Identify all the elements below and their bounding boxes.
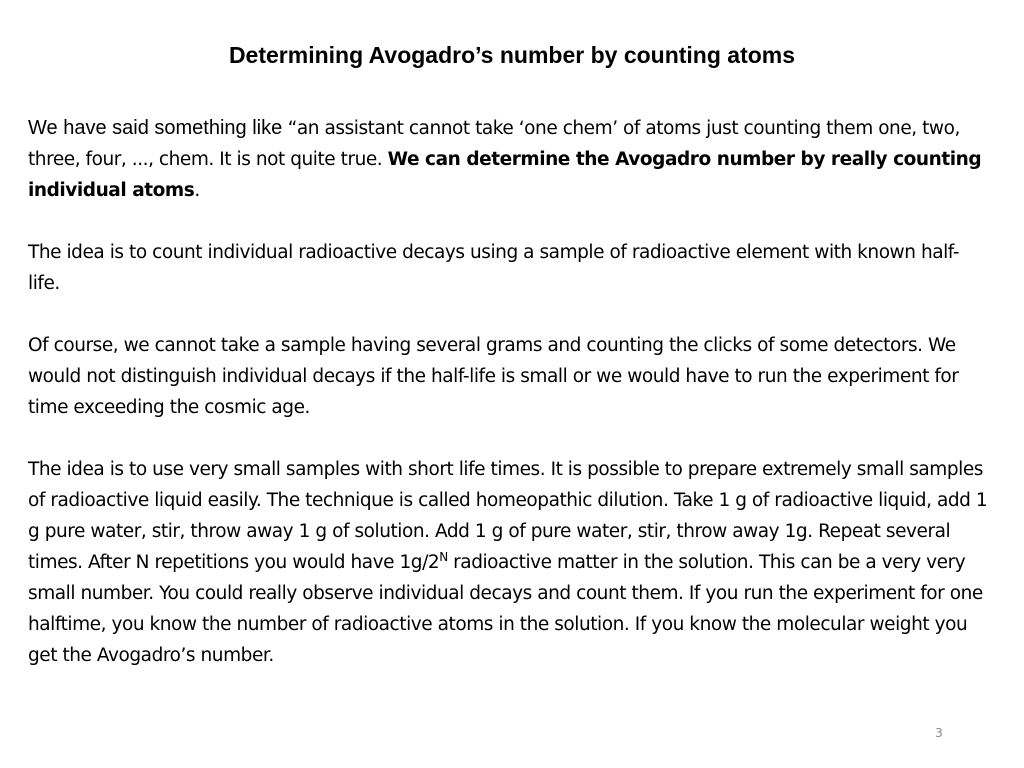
dilution-text-before: The idea is to use very small samples with short life times. It is possible to prepare extremely small samples of radioactive liquid easily. The technique is called homeopathic dilution. Take 1 g of radioactive liquid, add 1 g pure water, stir, throw away 1 g of solution. Add 1 g of pure water, stir, throw away 1g. Repeat several times. After N repetitions you would have 1g/2 <box>28 459 988 573</box>
paragraph-dilution <box>28 454 988 671</box>
intro-lead-text: We have said something like <box>28 117 288 139</box>
page-number: 3 <box>935 726 943 740</box>
intro-end-text: . <box>194 180 200 201</box>
paragraph-idea: The idea is to count individual radioactive decays using a sample of radioactive element with known half-life. <box>28 242 960 294</box>
paragraph-intro <box>28 113 988 206</box>
intro-emphasis-text: We can determine the Avogadro number by really counting individual atoms <box>28 149 982 201</box>
dilution-exponent: N <box>439 550 448 564</box>
dilution-text-after: radioactive matter in the solution. This can be a very very small number. You could really observe individual decays and count them. If you run the experiment for one halftime, you know the number of radioactive atoms in the solution. If you know the molecular weight you get the Avogadro’s number. <box>28 552 983 666</box>
slide-body <box>28 113 988 671</box>
intro-quote-text: “an assistant cannot take ‘one chem’ of atoms just counting them one, two, three, four, ..., chem. It is not quite true. <box>28 118 960 170</box>
paragraph-limitations: Of course, we cannot take a sample having several grams and counting the clicks of some detectors. We would not distinguish individual decays if the half-life is small or we would have to run the experiment for time exceeding the cosmic age. <box>28 335 959 418</box>
slide-title: Determining Avogadro’s number by counting atoms <box>228 42 796 68</box>
